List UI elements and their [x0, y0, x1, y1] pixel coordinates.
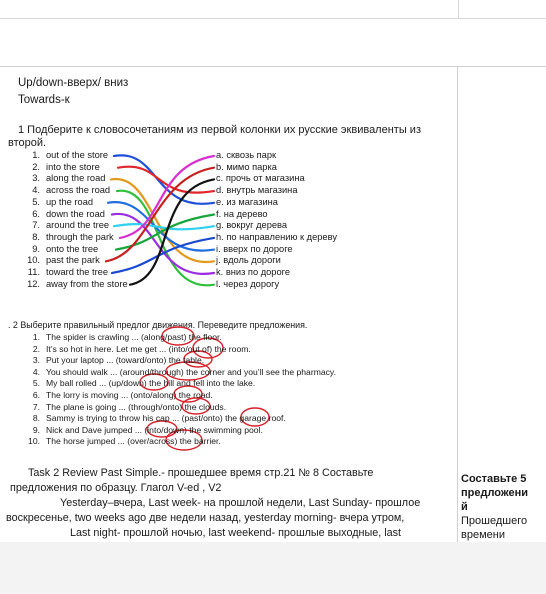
sentence-text: My ball rolled ... (up/down) the hill and fell into the lake.	[46, 378, 256, 389]
sentence-number: 4.	[32, 366, 40, 377]
task3-line3: Yesterday–вчера, Last week- на прошлой недели, Last Sunday- прошлое	[60, 497, 421, 509]
task3-line2: предложения по образцу. Глагол V-ed , V2	[10, 482, 222, 494]
sentence-text: The lorry is moving ... (onto/along) the road.	[46, 390, 213, 400]
left-item-number: 11.	[27, 267, 40, 277]
right-item: e. из магазина	[216, 196, 278, 207]
right-item: f. на дерево	[216, 208, 268, 219]
sentence-number: 8.	[32, 413, 40, 424]
page-gap	[0, 542, 546, 594]
left-item-number: 10.	[27, 255, 40, 266]
sentence-number: 7.	[32, 401, 40, 412]
task1-title: 1 Подберите к словосочетаниям из первой колонки их русские эквиваленты из	[18, 124, 421, 136]
task2-title: . 2 Выберите правильный предлог движения. Переведите предложения.	[8, 320, 308, 330]
sentence-text: Sammy is trying to throw his cap ... (past/onto) the garage roof.	[46, 413, 286, 424]
right-item: g. вокруг дерева	[216, 220, 288, 231]
left-item-text: up the road	[46, 196, 94, 207]
left-item-text: across the road	[46, 185, 111, 196]
left-item-text: into the store	[46, 161, 100, 172]
left-item-number: 4.	[32, 185, 40, 196]
right-item: d. внутрь магазина	[216, 185, 298, 196]
left-item-number: 12.	[27, 278, 40, 289]
header-line-towards: Towards-к	[18, 94, 70, 106]
sentence-number: 2.	[32, 343, 40, 354]
side-bold-2: предложени	[461, 487, 529, 499]
sentence-number: 1.	[32, 332, 40, 342]
sentence-text: It’s so hot in here. Let me get ... (into/out of) the room.	[46, 343, 251, 354]
right-item: k. вниз по дороге	[216, 267, 291, 277]
right-item: i. вверх по дороге	[216, 243, 293, 254]
left-item-number: 6.	[32, 208, 40, 219]
side-bold-3: й	[461, 501, 468, 513]
sentence-text: Put your laptop ... (toward/onto) the table.	[46, 355, 205, 366]
side-normal-1: Прошедшего	[461, 515, 528, 527]
sentence-text: The horse jumped ... (over/across) the barrier.	[46, 436, 221, 447]
sentence-number: 5.	[32, 378, 40, 389]
sentence-number: 9.	[32, 424, 40, 435]
left-item-text: toward the tree	[46, 267, 109, 277]
task1-title-cont: второй.	[8, 137, 47, 149]
left-item-number: 3.	[32, 173, 40, 184]
side-bold-1: Составьте 5	[461, 473, 527, 485]
left-item-number: 1.	[32, 150, 40, 160]
sentence-number: 3.	[32, 355, 40, 366]
table-divider	[458, 0, 459, 18]
sentence-number: 6.	[32, 390, 40, 400]
left-item-number: 5.	[32, 196, 40, 207]
right-item: h. по направлению к дереву	[216, 231, 337, 242]
sentence-text: Nick and Dave jumped ... (into/down) the swimming pool.	[46, 424, 263, 435]
sentence-text: You should walk ... (around/through) the corner and you’ll see the pharmacy.	[46, 366, 336, 377]
left-item-text: past the park	[46, 255, 100, 266]
sentence-text: The spider is crawling ... (along/past) the floor.	[46, 332, 222, 342]
task3-line1: Task 2 Review Past Simple.- прошедшее время стр.21 № 8 Составьте	[28, 467, 374, 479]
left-item-number: 9.	[32, 243, 40, 254]
left-item-text: through the park	[46, 231, 114, 242]
left-item-text: down the road	[46, 208, 105, 219]
task3-line4: воскресенье, two weeks ago две недели назад, yesterday morning- вчера утром,	[6, 512, 405, 524]
sentence-text: The plane is going ... (through/onto) the clouds.	[46, 401, 227, 412]
left-item-number: 7.	[32, 220, 40, 231]
left-item-text: out of the store	[46, 150, 109, 160]
header-line-updown: Up/down-вверх/ вниз	[18, 77, 129, 89]
left-item-number: 8.	[32, 231, 40, 242]
right-item: a. сквозь парк	[216, 150, 277, 160]
left-item-text: away from the store	[46, 278, 128, 289]
left-item-text: along the road	[46, 173, 106, 184]
side-normal-2: времени	[461, 529, 505, 541]
left-item-text: onto the tree	[46, 243, 99, 254]
right-item: j. вдоль дороги	[216, 255, 281, 266]
top-table-row	[0, 0, 546, 19]
left-item-number: 2.	[32, 161, 40, 172]
sentence-number: 10.	[28, 436, 40, 447]
task3-line5: Last night- прошлой ночью, last weekend- прошлые выходные, last	[70, 527, 402, 539]
right-item: c. прочь от магазина	[216, 173, 305, 184]
left-item-text: around the tree	[46, 220, 110, 231]
right-item: l. через дорогу	[216, 278, 280, 289]
right-item: b. мимо парка	[216, 161, 277, 172]
table-column-divider	[457, 66, 458, 542]
